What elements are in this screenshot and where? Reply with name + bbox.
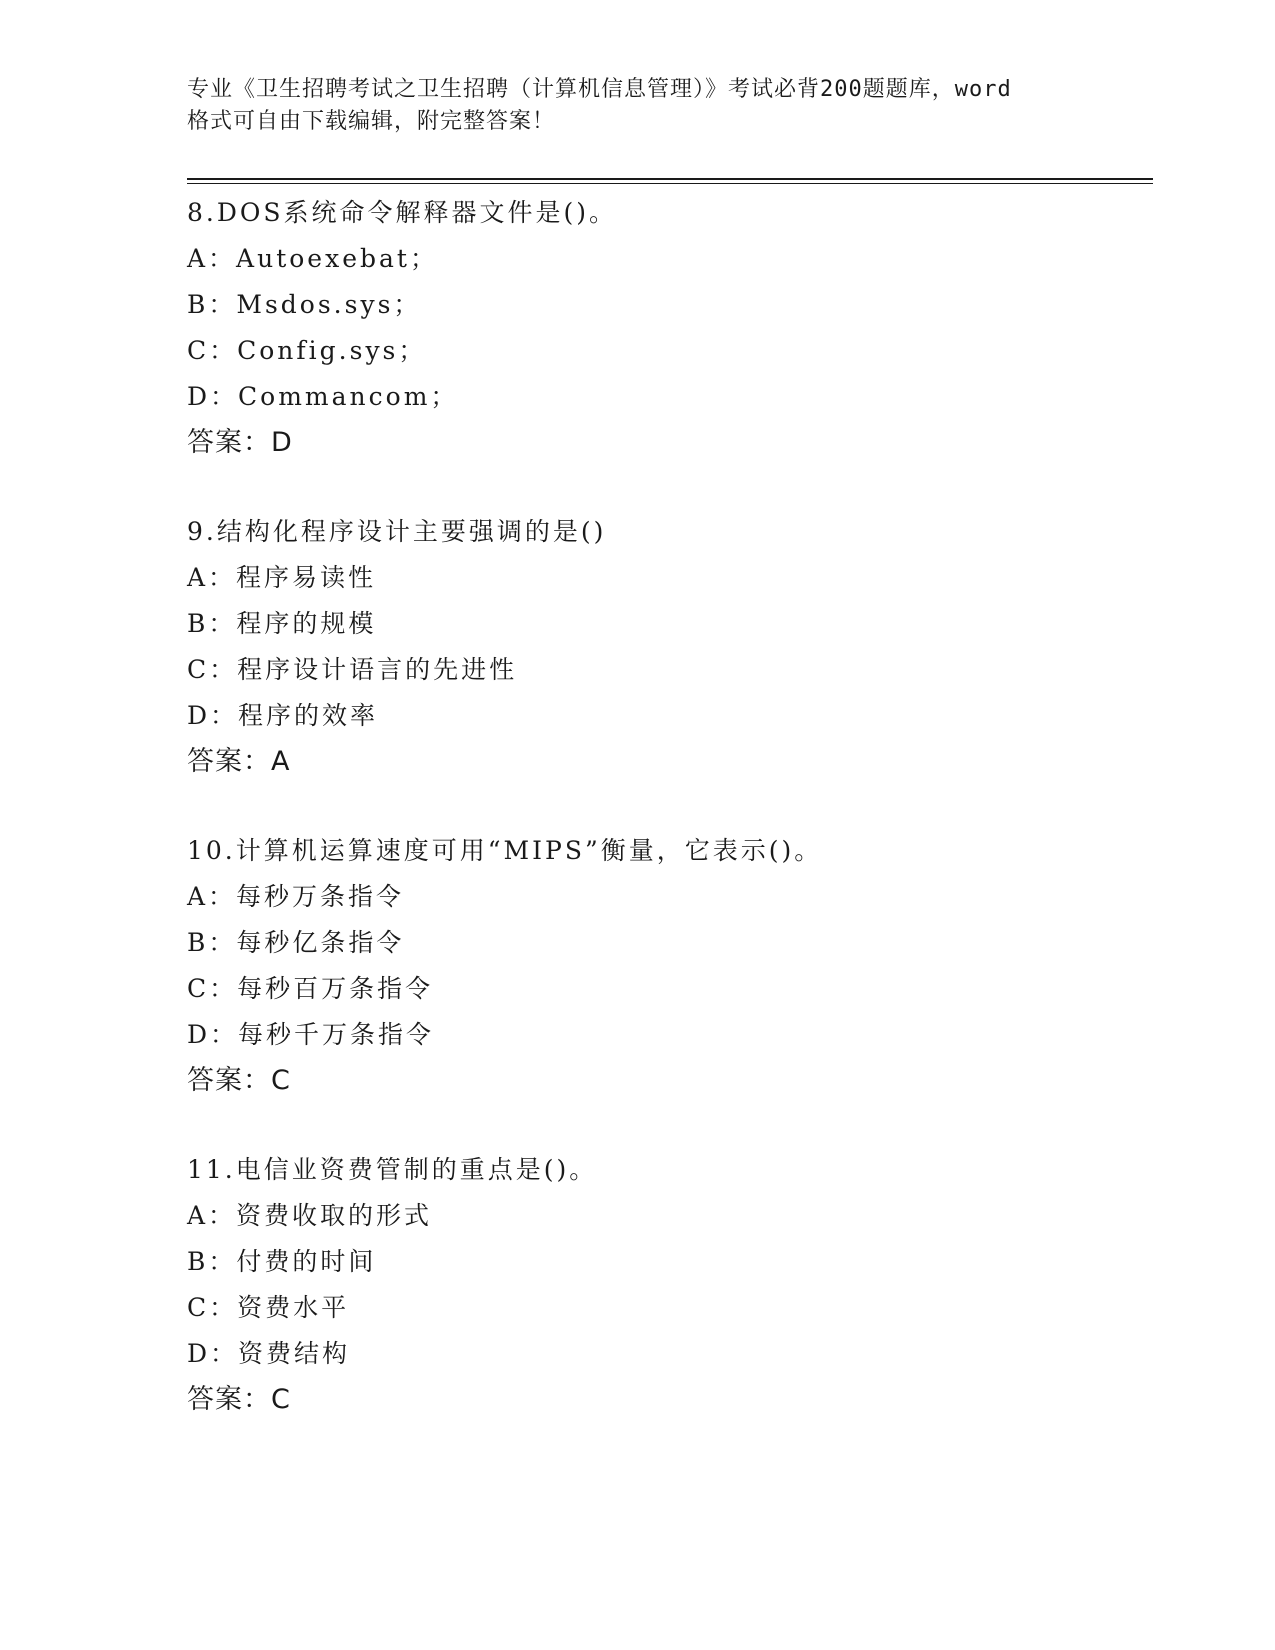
header-line-1: 专业《卫生招聘考试之卫生招聘（计算机信息管理）》考试必背200题题库，word bbox=[187, 77, 1012, 102]
answer-line: 答案：C bbox=[187, 1384, 291, 1415]
header-line-2: 格式可自由下载编辑，附完整答案！ bbox=[187, 109, 556, 134]
option-c: C：每秒百万条指令 bbox=[187, 974, 434, 1003]
question-item bbox=[187, 828, 1153, 1104]
option-b: B：付费的时间 bbox=[187, 1247, 377, 1276]
option-a: A：资费收取的形式 bbox=[187, 1201, 433, 1230]
document-header bbox=[187, 74, 1087, 138]
question-stem: 8.DOS系统命令解释器文件是()。 bbox=[187, 198, 618, 227]
question-item bbox=[187, 1147, 1153, 1423]
option-b: B：Msdos.sys； bbox=[187, 290, 422, 319]
option-b: B：每秒亿条指令 bbox=[187, 928, 405, 957]
option-c: C：Config.sys； bbox=[187, 336, 427, 365]
question-stem: 11.电信业资费管制的重点是()。 bbox=[187, 1155, 598, 1184]
header-divider-bottom bbox=[187, 183, 1153, 184]
option-a: A：每秒万条指令 bbox=[187, 882, 405, 911]
option-a: A：程序易读性 bbox=[187, 563, 377, 592]
option-d: D：程序的效率 bbox=[187, 701, 379, 730]
option-a: A：Autoexebat； bbox=[187, 244, 438, 273]
option-d: D：资费结构 bbox=[187, 1339, 351, 1368]
question-stem: 9.结构化程序设计主要强调的是() bbox=[187, 517, 607, 546]
option-c: C：资费水平 bbox=[187, 1293, 350, 1322]
question-list bbox=[187, 190, 1153, 1466]
question-stem: 10.计算机运算速度可用“MIPS”衡量，它表示()。 bbox=[187, 836, 823, 865]
option-d: D：Commancom； bbox=[187, 382, 459, 411]
question-item bbox=[187, 509, 1153, 785]
header-divider-top bbox=[187, 178, 1153, 180]
option-b: B：程序的规模 bbox=[187, 609, 377, 638]
answer-line: 答案：D bbox=[187, 427, 293, 458]
answer-line: 答案：A bbox=[187, 746, 291, 777]
option-d: D：每秒千万条指令 bbox=[187, 1020, 435, 1049]
option-c: C：程序设计语言的先进性 bbox=[187, 655, 518, 684]
question-item bbox=[187, 190, 1153, 466]
answer-line: 答案：C bbox=[187, 1065, 291, 1096]
